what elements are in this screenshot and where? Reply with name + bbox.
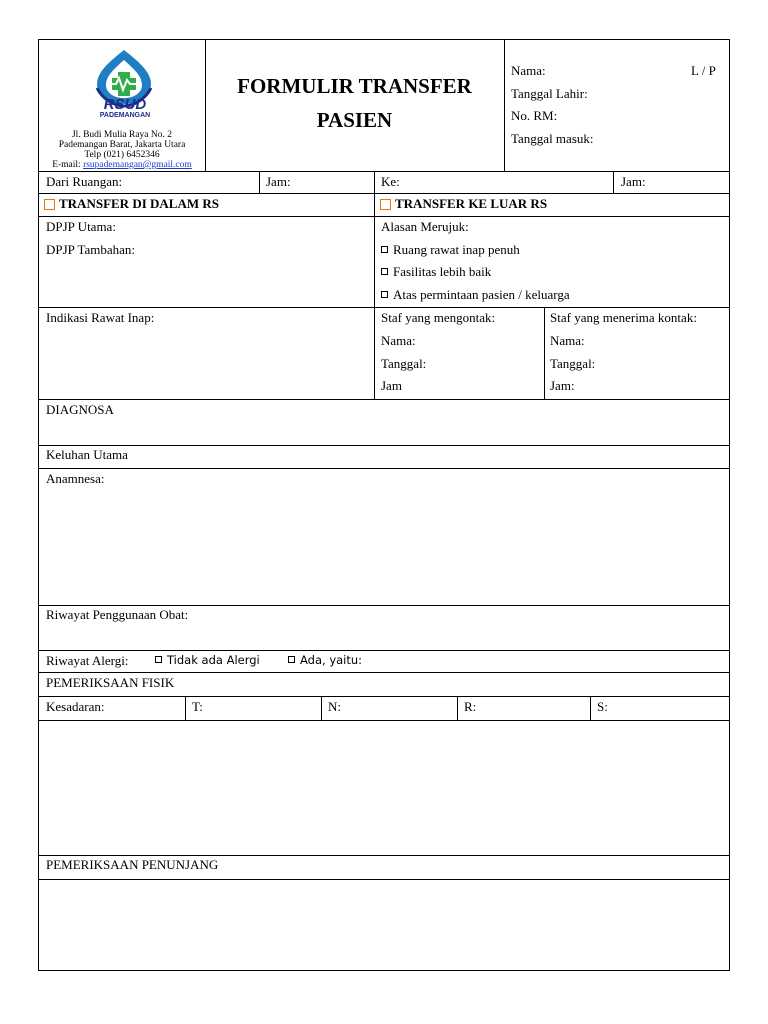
receiving-staff-date: Tanggal: [550,356,596,371]
reason-option-3[interactable] [381,287,570,302]
dpjp-main-label: DPJP Utama: [46,219,116,234]
reason-option-1-label: Ruang rawat inap penuh [393,242,520,257]
receiving-staff-time: Jam: [550,378,575,393]
receiving-staff-label: Staf yang menerima kontak: [550,310,697,325]
reason-option-1[interactable] [381,242,520,257]
transfer-inside-label: TRANSFER DI DALAM RS [59,196,219,211]
transfer-inside-option[interactable] [44,196,219,211]
form-title-line-2: PASIEN [316,108,393,132]
contacting-staff-label: Staf yang mengontak: [381,310,496,325]
diagnosis-label: DIAGNOSA [46,402,114,417]
address-line-2: Pademangan Barat, Jakarta Utara [58,140,186,150]
allergy-none-option[interactable] [155,653,260,668]
respiration-label: R: [464,699,477,714]
contacting-staff-date: Tanggal: [381,356,427,371]
from-time-label: Jam: [266,174,291,189]
contacting-staff-name: Nama: [381,333,416,348]
phone-number: Telp (021) 6452346 [84,150,160,160]
address-line-1: Jl. Budi Mulia Raya No. 2 [71,130,172,140]
form-title-line-1: FORMULIR TRANSFER [237,74,472,98]
patient-rm-label: No. RM: [511,108,558,123]
hospital-sub: PADEMANGAN [99,112,151,119]
reason-option-3-label: Atas permintaan pasien / keluarga [393,287,570,302]
patient-name-label: Nama: [511,63,546,78]
medication-history-label: Riwayat Penggunaan Obat: [46,607,189,622]
allergy-yes-checkbox[interactable] [288,656,295,663]
allergy-history-label: Riwayat Alergi: [46,653,129,668]
email-label: E-mail: [52,160,81,170]
patient-sex-label: L / P [691,63,716,78]
receiving-staff-name: Nama: [550,333,585,348]
allergy-yes-option[interactable] [288,653,362,668]
temperature-label: T: [192,699,203,714]
reason-checkbox-2[interactable] [381,268,388,275]
physical-exam-label: PEMERIKSAAN FISIK [46,675,175,690]
hospital-name: RSUD [103,96,147,113]
allergy-yes-label: Ada, yaitu: [300,653,363,667]
inpatient-indication-label: Indikasi Rawat Inap: [46,310,155,325]
reason-option-2-label: Fasilitas lebih baik [393,264,492,279]
pulse-label: N: [328,699,341,714]
reason-checkbox-3[interactable] [381,291,388,298]
anamnesis-label: Anamnesa: [46,471,105,486]
referral-reason-label: Alasan Merujuk: [381,219,469,234]
email-line [39,160,205,171]
email-link[interactable]: rsupademangan@gmail.com [83,160,192,170]
to-time-label: Jam: [621,174,646,189]
transfer-outside-option[interactable] [380,196,547,211]
dpjp-extra-label: DPJP Tambahan: [46,242,136,257]
allergy-none-label: Tidak ada Alergi [167,653,260,667]
transfer-outside-checkbox[interactable] [380,199,391,210]
transfer-outside-label: TRANSFER KE LUAR RS [395,196,548,211]
reason-checkbox-1[interactable] [381,246,388,253]
supporting-exam-label: PEMERIKSAAN PENUNJANG [46,857,219,872]
contacting-staff-time: Jam [381,378,402,393]
allergy-history-row [46,653,128,668]
consciousness-label: Kesadaran: [46,699,105,714]
allergy-none-checkbox[interactable] [155,656,162,663]
to-room-label: Ke: [381,174,400,189]
main-complaint-label: Keluhan Utama [46,447,128,462]
patient-admit-label: Tanggal masuk: [511,131,594,146]
patient-dob-label: Tanggal Lahir: [511,86,588,101]
saturation-label: S: [597,699,608,714]
from-room-label: Dari Ruangan: [46,174,123,189]
transfer-form [38,39,730,971]
reason-option-2[interactable] [381,264,491,279]
transfer-inside-checkbox[interactable] [44,199,55,210]
